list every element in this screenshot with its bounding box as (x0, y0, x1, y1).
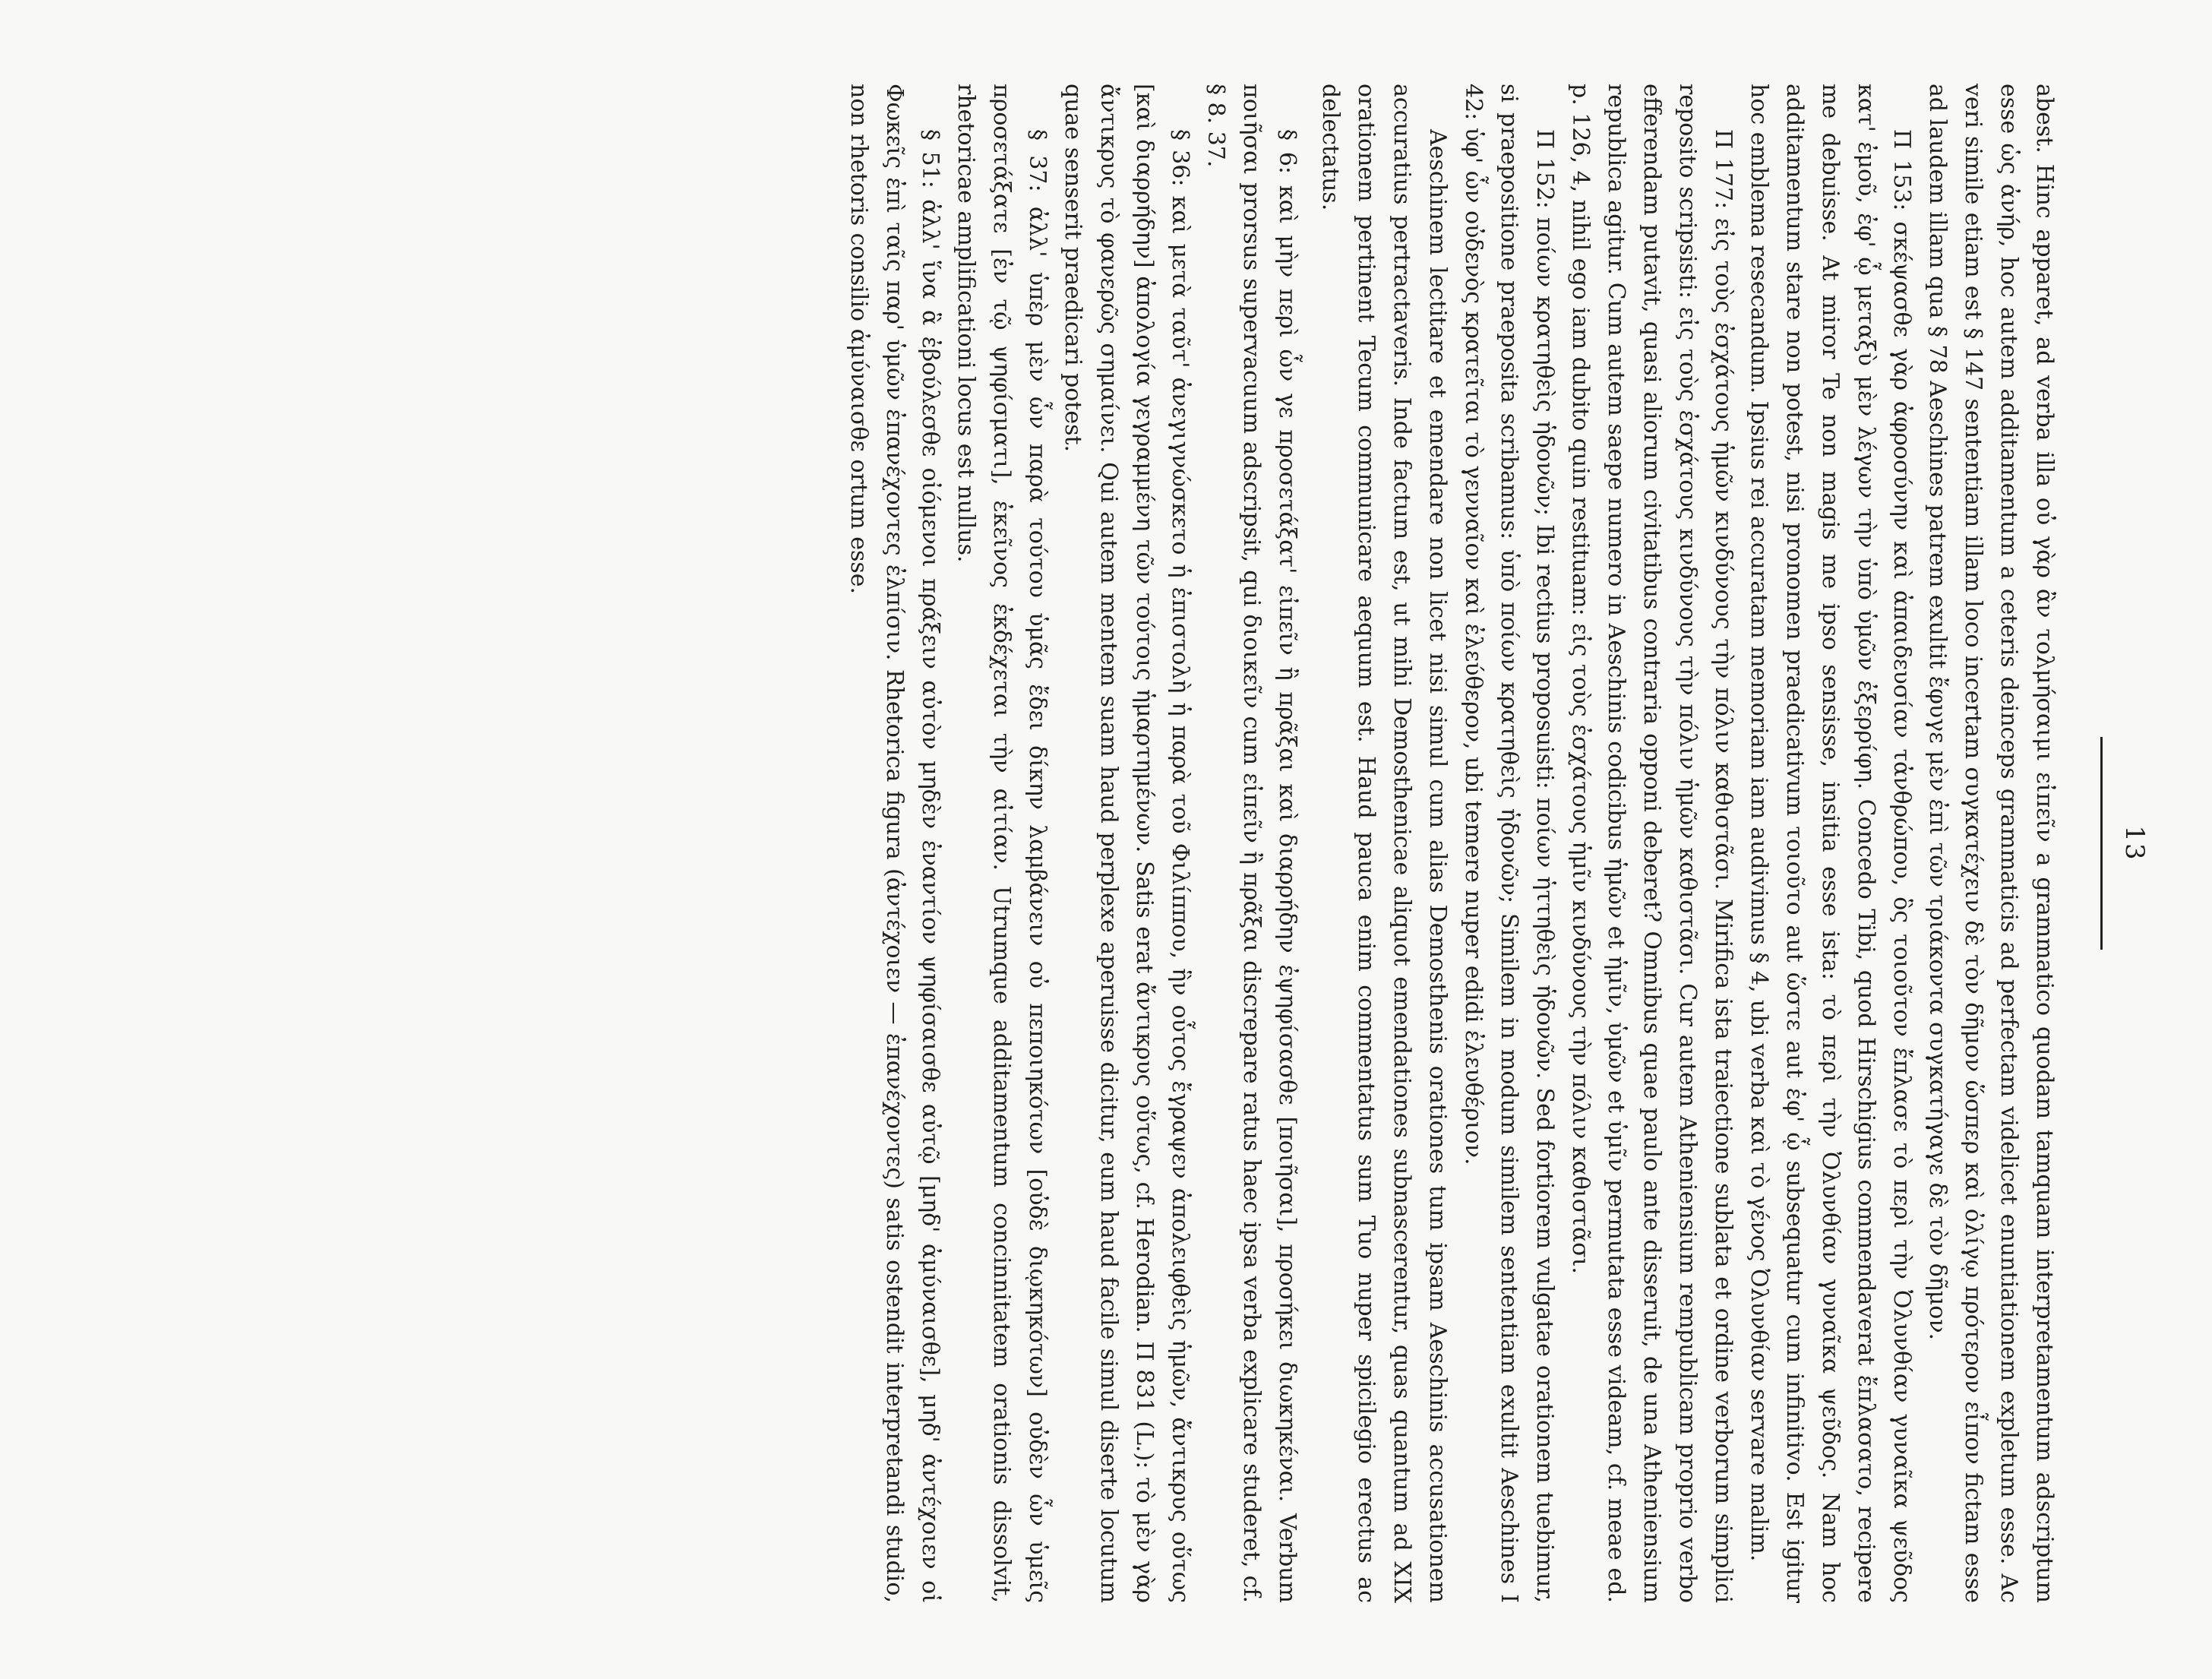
paragraph-8: § 37: ἀλλ' ὑπὲρ μὲν ὧν παρὰ τούτου ὑμᾶς ἔδει δίκην λαμβάνειν οὐ πεποιηκότων [οὐδὲ διῳκηκότων] οὐδὲν ὧν ὑμεῖς προσετάξατε [ἐν τῷ ψηφίσματι], ἐκεῖνος ἐκδέχεται τὴν αἰτίαν. Utrumque additamentum concinnitatem orationis dissolvit, rhetoricae amplificationi locus est nullus. (953, 84, 1051, 1603)
paragraph-9: § 51: ἀλλ' ἵνα ἃ ἐβούλεσθε οἰόμενοι πράξειν αὐτὸν μηδὲν ἐναντίον ψηφίσαισθε αὐτῷ [μηδ' ἀμύναισθε], μηδ' ἀντέχοιεν οἱ Φωκεῖς ἐπὶ ταῖς παρ' ὑμῶν ἐπανέχοντες ἐλπίσιν. Rhetorica figura (ἀντέχοιεν — ἐπανέχοντες) satis ostendit interpretandi studio, non rhetoris consilio ἀμύναισθε ortum esse. (845, 84, 943, 1603)
paragraph-2: Π 153: σκέψασθε γὰρ ἀφροσύνην καὶ ἀπαιδευσίαν τἀνθρώπου, ὃς τοιοῦτον ἔπλασε τὸ περὶ τὴν Ὀλυνθίαν γυναῖκα ψεῦδος κατ' ἐμοῦ, ἐφ' ᾧ μεταξὺ μὲν λέγων τὴν ὑπὸ ὑμῶν ἐξερρίφη. Concedo Tibi, quod Hirschigius commendaverat ἔπλασατο, recipere me debuisse. At miror Te non magis me ipso sensisse, insitia esse ista: τὸ περὶ τὴν Ὀλυνθίαν γυναῖκα ψεῦδος. Nam hoc additamentum stare non potest, nisi pronomen praedicativum τοιοῦτο aut ὥστε aut ἐφ' ᾧ subsequatur cum infinitivo. Est igitur hoc emblema resecandum. Ipsius rei accuratam memoriam iam audivimus § 4, ubi verba καὶ τὸ γένος Ὀλυνθίαν servare malim. (1746, 84, 1915, 1603)
paragraph-7: § 36: καὶ μετὰ ταῦτ' ἀνεγιγνώσκετο ἡ ἐπιστολὴ ἡ παρὰ τοῦ Φιλίππου, ἣν οὗτος ἔγραψεν ἀπολειφθεὶς ἡμῶν, ἄντικρυς οὕτως [καὶ διαρρήδην] ἀπολογία γεγραμμένη τῶν τούτοις ἡμαρτημένων. Satis erat ἄντικρυς οὕτως, cf. Herodian. Π 831 (L.): τὸ μὲν γὰρ ἄντικρυς τὸ φανερῶς σημαίνει. Qui autem mentem suam haud perplexe aperuisse dicitur, eum haud facile simul diserte locutum quae senserit praedicari potest. (1060, 84, 1193, 1603)
page-number: 13 (2119, 825, 2150, 862)
paragraph-5: Aeschinem lectitare et emendare non licet nisi simul cum alias Demosthenis orationes tum ipsam Aeschinis accusationem accuratius pertractaveris. Inde factum est, ut mihi Demosthenicae aliquot emendationes subnascerentur, quas quantum ad XIX orationem pertinent Tecum communicare aequum est. Haud pauca enim commentatus sum Tuo nuper spicilegio erectus ac delectatus. (1317, 84, 1451, 1603)
paragraph-3: Π 177: εἰς τοὺς ἐσχάτους ἡμῶν κινδύνους τὴν πόλιν καθιστᾶσι. Mirifica ista traiectione sublata et ordine verborum simplici reposito scripsisti: εἰς τοὺς ἐσχάτους κινδύνους τὴν πόλιν ἡμῶν καθιστᾶσι. Cur autem Atheniensium rempublicam proprio verbo efferendam putavit, quasi aliorum civitatibus contraria opponi deberet? Omnibus quae paulo ante disseruit, de una Atheniensium republica agitur. Cum autem saepe numero in Aeschinis codicibus ἡμῶν et ἡμῖν, ὑμῶν et ὑμῖν permutata esse videam, cf. meae ed. p. 126, 4, nihil ego iam dubito quin restituam: εἰς τοὺς ἐσχάτους ἡμῖν κινδύνους τὴν πόλιν καθιστᾶσι. (1567, 84, 1736, 1603)
header-rule (2100, 737, 2103, 950)
paragraph-4: Π 152: ποίων κρατηθεὶς ἡδονῶν; Ibi rectius proposuisti: ποίων ἡττηθεὶς ἡδονῶν. Sed fortiorem vulgatae orationem tuebimur, si praepositione praeposita scribamus: ὑπὸ ποίων κρατηθεὶς ἡδονῶν; Similem in modum similem sententiam exultit Aeschines I 42: ὑφ' ὧν οὐδενὸς κρατεῖται τὸ γενναῖον καὶ ἐλεύθερον, ubi temere nuper edidi ἐλευθέριον. (1460, 84, 1558, 1603)
rotated-text-block (160, 84, 2165, 1603)
paragraph-1: abest. Hinc apparet, ad verba illa οὐ γὰρ ἂν τολμήσαιμι εἰπεῖν a grammatico quodam tamquam interpretamentum adscriptum esse ὡς ἀνήρ, hoc autem additamentum a ceteris deinceps grammaticis ad perfectam videlicet enuntiationem expletum esse. Ac veri simile etiam est § 147 sententiam illam loco incertam συγκατέχειν δὲ τὸν δῆμον ὥσπερ καὶ ὀλίγῳ πρότερον εἶπον fictam esse ad laudem illam qua § 78 Aeschines patrem exultit ἔφυγε μὲν ἐπὶ τῶν τριάκοντα συγκατήγαγε δὲ τὸν δῆμον. (1924, 84, 2058, 1603)
body-text (841, 84, 2062, 1603)
paragraph-6: § 6: καὶ μὴν περὶ ὧν γε προσετάξατ' εἰπεῖν ἢ πρᾶξαι καὶ διαρρήδην ἐψηφίσασθε [ποιῆσαι], προσήκει διωκηκέναι. Verbum ποιῆσαι prorsus supervacuum adscripsit, qui διοικεῖν cum εἰπεῖν ἢ πρᾶξαι discrepare ratus haec ipsa verba explicare studeret, cf. § 8. 37. (1202, 84, 1300, 1603)
